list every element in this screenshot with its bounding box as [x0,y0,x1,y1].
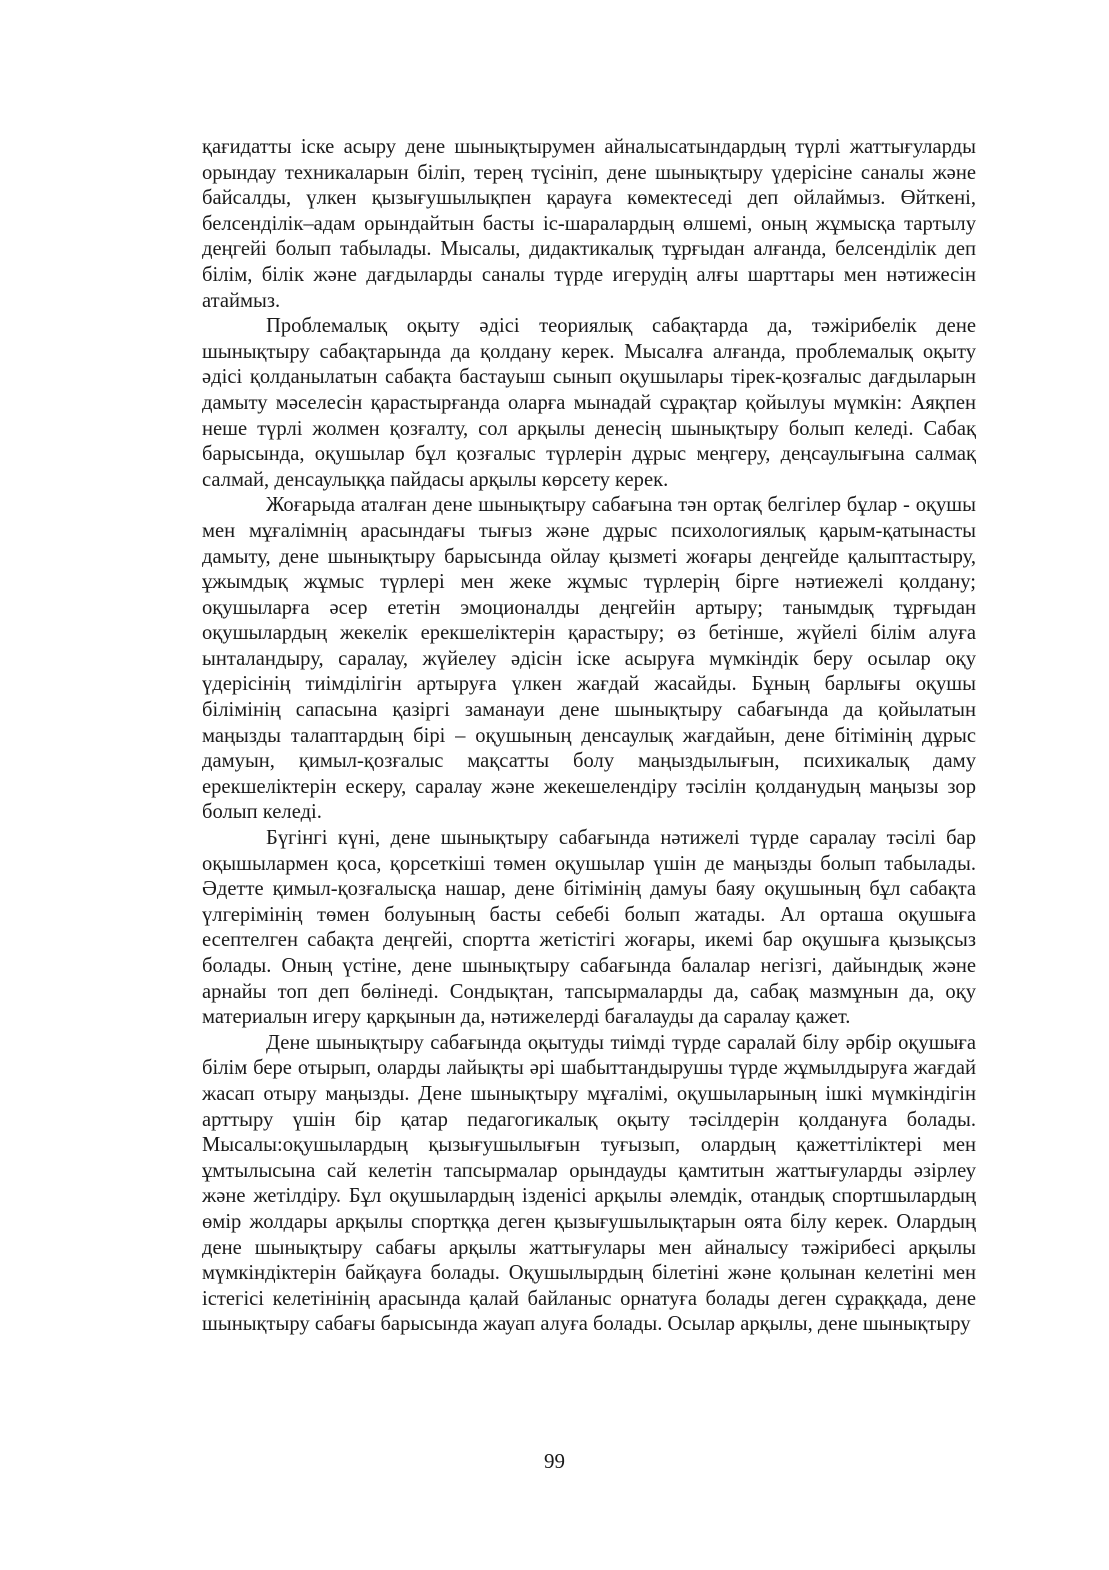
paragraph-problem-method: Проблемалық оқыту әдісі теориялық сабақтарда да, тәжірибелік дене шынықтыру сабақтарында да қолдану керек. Мысалға алғанда, проблемалық оқыту әдісі қолданылатын сабақта бастауыш сынып оқушылары тірек-қозғалыс дағдыларын дамыту мәселесін қарастырғанда оларға мынадай сұрақтар қойылуы мүмкін: Аяқпен неше түрлі жолмен қозғалту, сол арқылы денесің шынықтыру болып келеді. Сабақ барысында, оқушылар бұл қозғалыс түрлерін дұрыс меңгеру, деңсаулығына салмақ салмай, денсаулыққа пайдасы арқылы көрсету керек. [202,315,976,491]
page-number: 99 [544,1449,565,1473]
paragraph-teaching-methods: Дене шынықтыру сабағында оқытуды тиімді түрде саралай білу әрбір оқушыға білім бере отырып, оларды лайықты әрі шабыттандырушы түрде жұмылдыруға жағдай жасап отыру маңызды. Дене шынықтыру мұғалімі, оқушыларының ішкі мүмкіндігін арттыру үшін бір қатар педагогикалық оқыту тәсілдерін қолдануға болады. Мысалы:оқушылардың қызығушылығын туғызып, олардың қажеттіліктері мен ұмтылысына сай келетін тапсырмалар орындауды қамтитын жаттығуларды әзірлеу және жетілдіру. Бұл оқушылардың ізденісі арқылы әлемдік, отандық спортшылардың өмір жолдары арқылы спортққа деген қызығушылықтарын оята білу керек. Олардың дене шынықтыру сабағы арқылы жаттығулары мен айналысу тәжірибесі арқылы мүмкіндіктерін байқауға болады. Оқушылырдың білетіні және қолынан келетіні мен істегісі келетінінің арасында қалай байланыс орнатуға болады деген сұраққада, дене шынықтыру сабағы барысында жауап алуға болады. Осылар арқылы, дене шынықтыру [202,1031,976,1336]
paragraph-continued: қағидатты іске асыру дене шынықтырумен айналысатындардың түрлі жаттығуларды орындау техникаларын біліп, терең түсініп, дене шынықтыру үдерісіне саналы және байсалды, үлкен қызығушылықпен қарауға көмектеседі деп ойлаймыз. Өйткені, белсенділік–адам орындайтын басты іс-шаралардың өлшемі, оның жұмысқа тартылу деңгейі болып табылады. Мысалы, дидактикалық тұрғыдан алғанда, белсенділік деп білім, білік және дағдыларды саналы түрде игерудің алғы шарттары мен нәтижесін атаймыз. [202,136,976,312]
body-text [202,135,976,1338]
paragraph-differentiation: Бүгінгі күні, дене шынықтыру сабағында нәтижелі түрде саралау тәсілі бар оқышылармен қоса, қорсеткіші төмен оқушылар үшін де маңызды болып табылады. Әдетте қимыл-қозғалысқа нашар, дене бітімінің дамуы баяу оқушының бұл сабақта үлгерімінің төмен болуының басты себебі болып жатады. Ал орташа оқушыға есептелген сабақта деңгейі, спортта жетістігі жоғары, икемі бар оқушыға қызықсыз болады. Оның үстіне, дене шынықтыру сабағында балалар негізгі, дайындық және арнайы топ деп бөлінеді. Сондықтан, тапсырмаларды да, сабақ мазмұнын да, оқу материалын игеру қарқынын да, нәтижелерді бағалауды да саралау қажет. [202,827,976,1029]
paragraph-common-features: Жоғарыда аталған дене шынықтыру сабағына тән ортақ белгілер бұлар - оқушы мен мұғалімнің арасындағы тығыз және дұрыс психологиялық қарым-қатынасты дамыту, дене шынықтыру барысында ойлау қызметі жоғары деңгейде қалыптастыру, ұжымдық жұмыс түрлері мен жеке жұмыс түрлерің бірге нәтиежелі қолдану; оқушыларға әсер ететін эмоционалды деңгейін артыру; танымдық тұрғыдан оқушылардың жекелік ерекшеліктерін қарастыру; өз бетінше, жүйелі білім алуға ынталандыру, саралау, жүйелеу әдісін іске асыруға мүмкіндік беру осылар оқу үдерісінің тиімділігін артыруға үлкен жағдай жасайды. Бұның барлығы оқушы білімінің сапасына қазіргі заманауи дене шынықтыру сабағында да қойылатын маңызды талаптардың бірі – оқушының денсаулық жағдайын, дене бітімінің дұрыс дамуын, қимыл-қозғалыс мақсатты болу маңыздылығын, психикалық даму ерекшеліктерін ескеру, саралау және жекешелендіру тәсілін қолданудың маңызы зор болып келеді. [202,494,976,824]
